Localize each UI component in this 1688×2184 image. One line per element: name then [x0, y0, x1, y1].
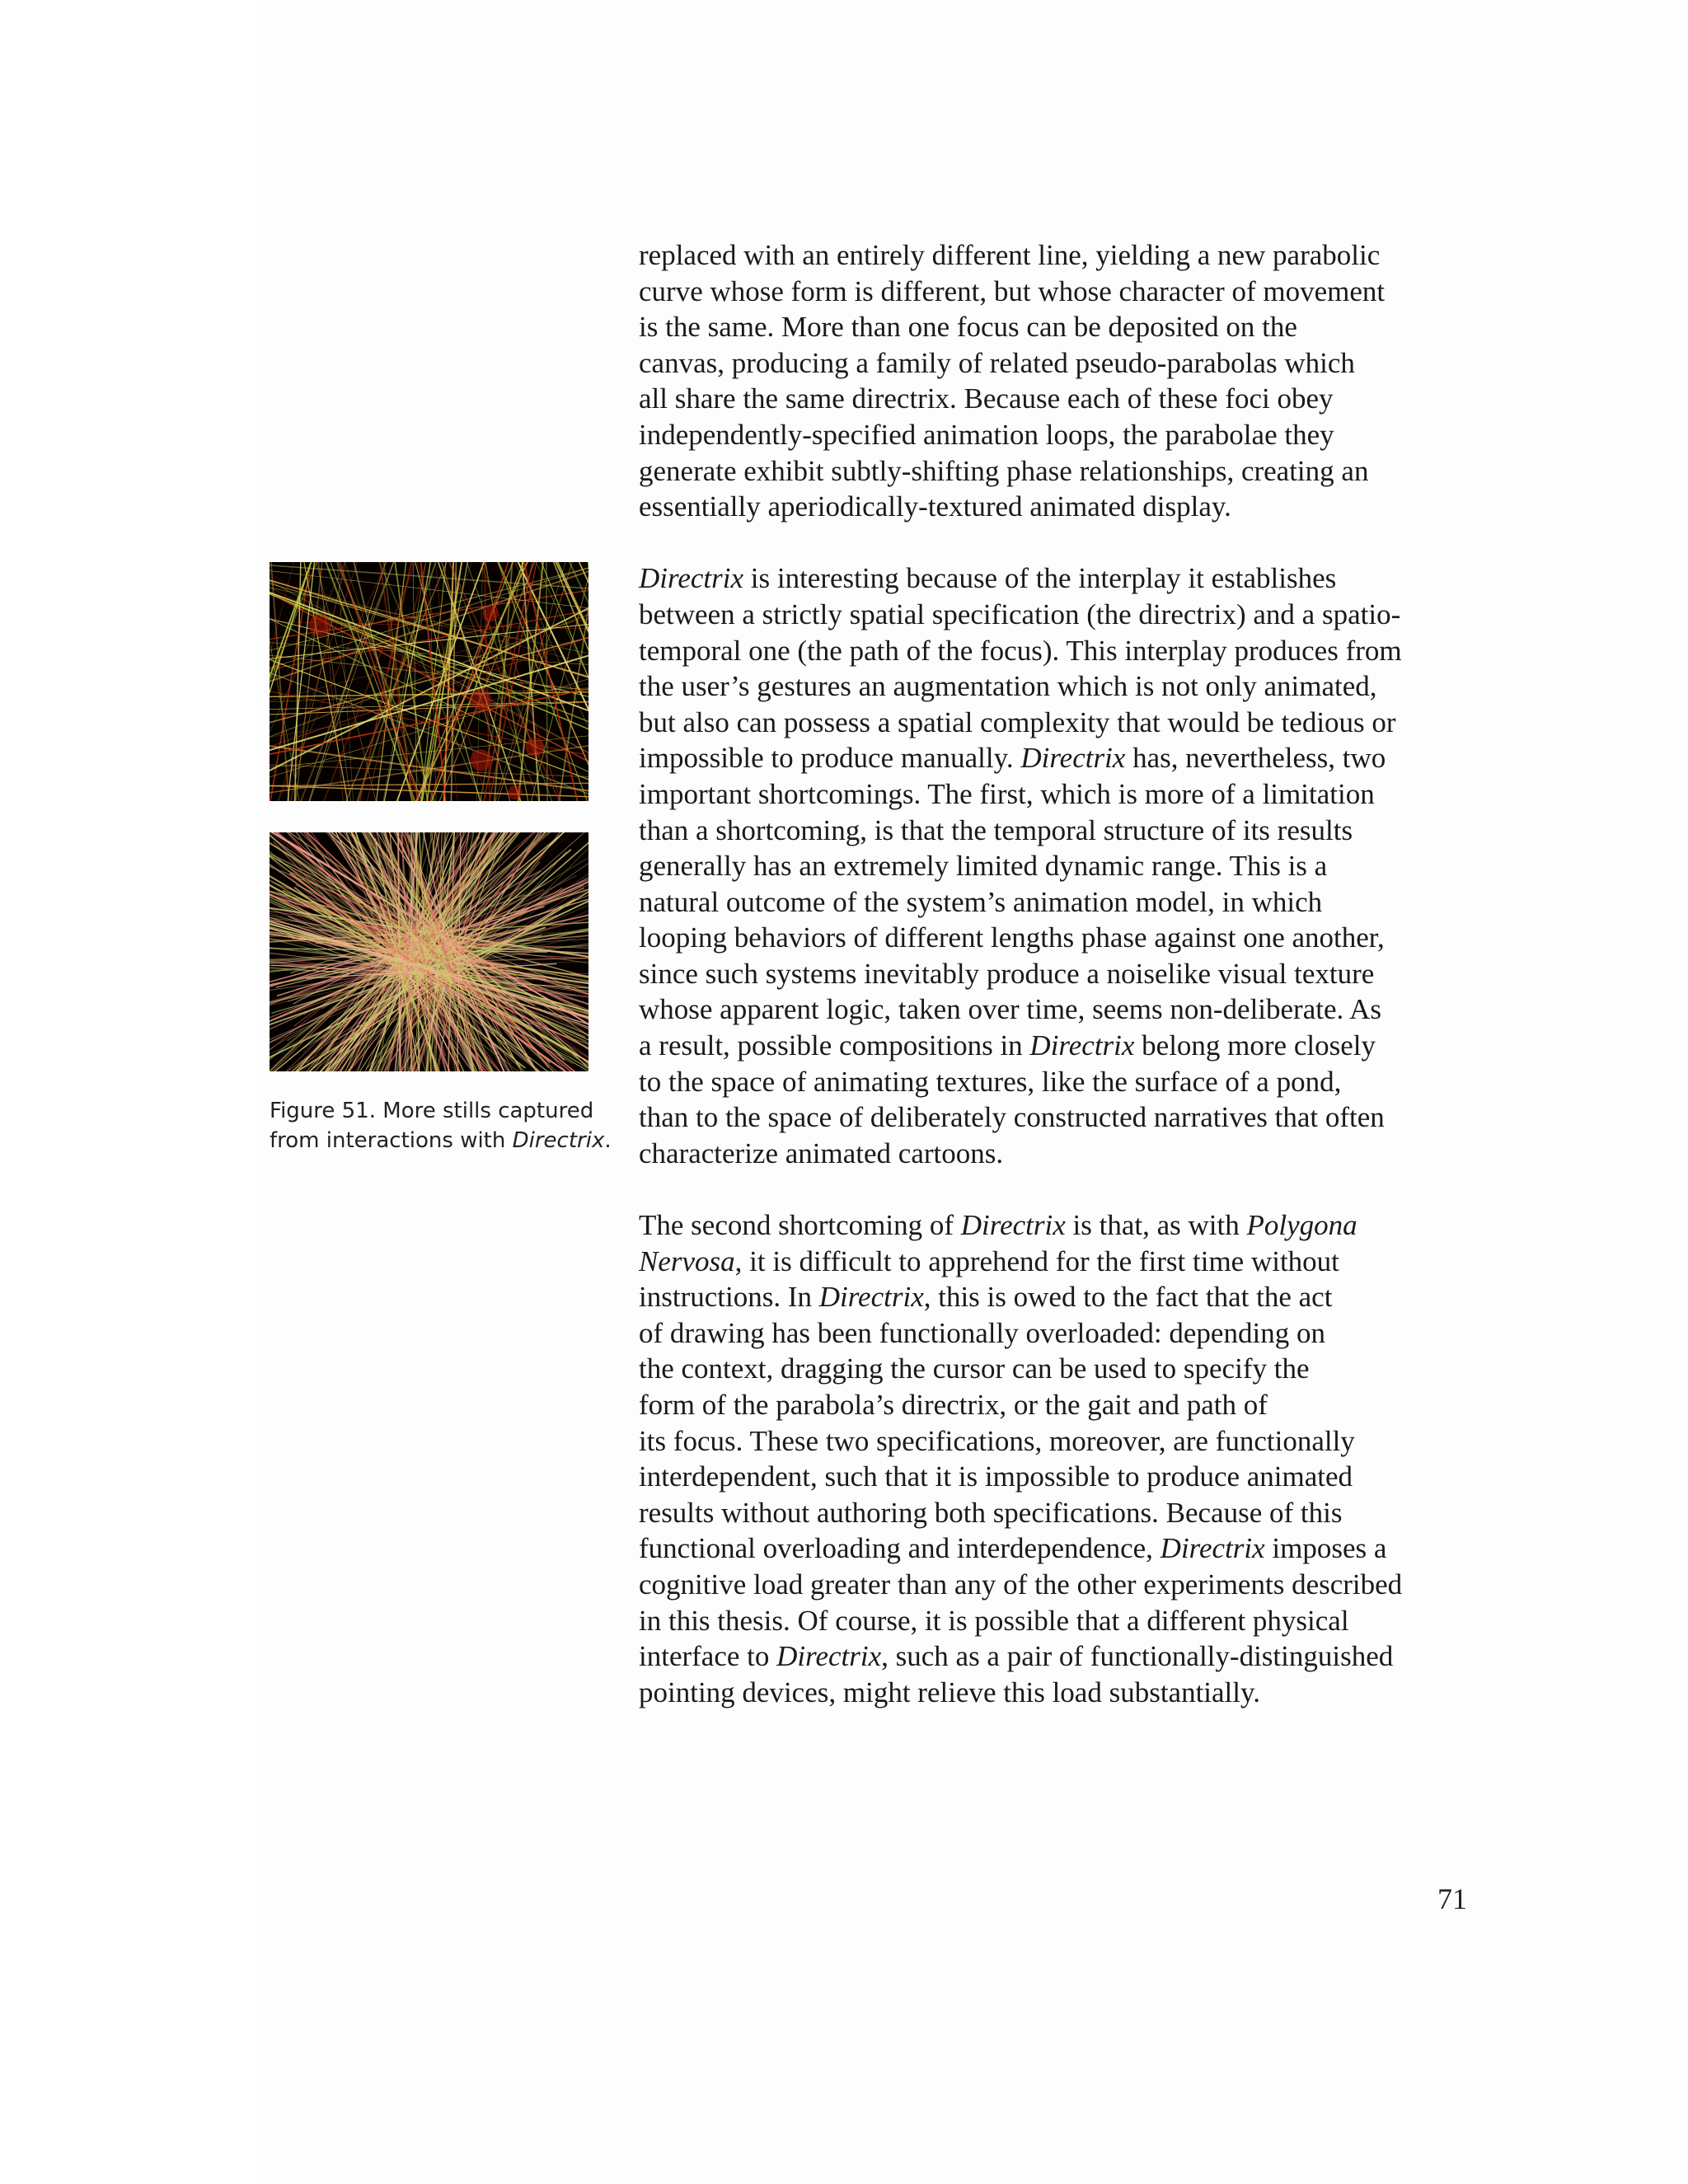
italic-text: Directrix: [960, 1209, 1066, 1242]
text-span: interface to: [639, 1640, 777, 1673]
caption-line-2-suffix: .: [604, 1128, 612, 1153]
text-line: [639, 417, 1479, 453]
text-line: [639, 345, 1479, 382]
text-span: independently-specified animation loops, the parabolae they: [639, 418, 1334, 451]
text-line: [639, 560, 1479, 597]
text-line: [639, 1099, 1479, 1136]
text-span: the user’s gestures an augmentation which is not only animated,: [639, 670, 1377, 703]
italic-text: Directrix: [1160, 1532, 1265, 1565]
text-span: generate exhibit subtly-shifting phase relationships, creating an: [639, 454, 1369, 487]
text-span: curve whose form is different, but whose character of movement: [639, 274, 1386, 307]
text-span: pointing devices, might relieve this load substantially.: [639, 1675, 1260, 1708]
text-span: than a shortcoming, is that the temporal structure of its results: [639, 813, 1353, 846]
text-span: whose apparent logic, taken over time, seems non-deliberate. As: [639, 993, 1381, 1026]
directrix-still-image-2: [270, 832, 588, 1071]
text-line: [639, 1423, 1479, 1460]
caption-line-1: Figure 51. More stills captured: [270, 1099, 594, 1123]
text-line: [639, 740, 1479, 776]
text-line: [639, 1675, 1479, 1711]
text-span: all share the same directrix. Because each of these foci obey: [639, 382, 1334, 415]
texture-blob: [471, 689, 491, 710]
text-span: to the space of animating textures, like the surface of a pond,: [639, 1065, 1342, 1098]
text-span: imposes a: [1264, 1532, 1387, 1565]
text-line: [639, 1279, 1479, 1315]
text-span: , such as a pair of functionally-distinguished: [881, 1640, 1394, 1673]
text-span: replaced with an entirely different line, yielding a new parabolic: [639, 239, 1381, 271]
paragraph-3: [639, 1207, 1479, 1710]
text-line: [639, 1603, 1479, 1639]
texture-blob: [483, 607, 499, 622]
text-line: [639, 309, 1479, 345]
italic-text: Polygona: [1246, 1209, 1357, 1242]
body-text: [639, 237, 1479, 1746]
text-line: [639, 705, 1479, 741]
text-line: [639, 633, 1479, 669]
texture-blob: [508, 785, 522, 799]
text-span: essentially aperiodically-textured animated display.: [639, 490, 1231, 523]
text-span: natural outcome of the system’s animation model, in which: [639, 885, 1323, 918]
text-span: instructions. In: [639, 1281, 819, 1314]
text-span: , it is difficult to apprehend for the first time without: [734, 1244, 1339, 1277]
text-span: canvas, producing a family of related pseudo-parabolas which: [639, 346, 1355, 379]
text-line: [639, 1207, 1479, 1244]
italic-text: Directrix: [1029, 1029, 1135, 1062]
text-line: [639, 991, 1479, 1028]
text-span: but also can possess a spatial complexity that would be tedious or: [639, 705, 1396, 738]
text-line: [639, 1567, 1479, 1603]
text-line: [639, 776, 1479, 813]
text-span: The second shortcoming of: [639, 1209, 961, 1242]
italic-text: Directrix: [639, 562, 743, 595]
text-span: functional overloading and interdependence,: [639, 1532, 1160, 1565]
italic-text: Directrix: [818, 1281, 924, 1314]
text-span: has, nevertheless, two: [1125, 742, 1386, 775]
text-span: looping behaviors of different lengths phase against one another,: [639, 921, 1385, 954]
text-span: its focus. These two specifications, moreover, are functionally: [639, 1424, 1355, 1457]
text-span: since such systems inevitably produce a noiselike visual texture: [639, 957, 1375, 990]
text-line: [639, 1244, 1479, 1280]
figure-still-2: [270, 832, 588, 1071]
text-line: [639, 237, 1479, 274]
text-line: [639, 1028, 1479, 1064]
text-line: [639, 1136, 1479, 1172]
text-line: [639, 1530, 1479, 1567]
caption-line-2: [270, 1126, 612, 1155]
text-line: [639, 1459, 1479, 1495]
text-span: in this thesis. Of course, it is possible that a different physical: [639, 1604, 1349, 1637]
text-line: [639, 1387, 1479, 1423]
text-line: [639, 1064, 1479, 1100]
caption-line-2-prefix: from interactions with: [270, 1128, 513, 1153]
text-span: , this is owed to the fact that the act: [923, 1281, 1333, 1314]
text-span: characterize animated cartoons.: [639, 1137, 1004, 1169]
text-span: is interesting because of the interplay it establishes: [743, 562, 1337, 595]
text-span: temporal one (the path of the focus). This interplay produces from: [639, 634, 1402, 667]
text-span: the context, dragging the cursor can be used to specify the: [639, 1352, 1310, 1385]
figure-still-1: [270, 562, 588, 801]
italic-text: Directrix: [1020, 742, 1126, 775]
caption-line-2-italic: Directrix: [512, 1128, 605, 1153]
text-line: [639, 848, 1479, 884]
text-line: [639, 381, 1479, 417]
texture-blob: [309, 614, 331, 635]
text-line: [639, 813, 1479, 849]
figure-caption: [270, 1096, 612, 1155]
text-span: is the same. More than one focus can be deposited on the: [639, 311, 1297, 344]
texture-blob: [525, 738, 544, 757]
text-span: impossible to produce manually.: [639, 742, 1021, 775]
text-span: generally has an extremely limited dynamic range. This is a: [639, 850, 1328, 883]
paragraph-2: [639, 560, 1479, 1171]
text-line: [639, 1351, 1479, 1387]
texture-blob: [471, 749, 492, 771]
text-span: than to the space of deliberately constructed narratives that often: [639, 1101, 1385, 1134]
text-span: of drawing has been functionally overloaded: depending on: [639, 1316, 1325, 1349]
text-line: [639, 1638, 1479, 1675]
text-span: belong more closely: [1134, 1029, 1376, 1062]
text-span: results without authoring both specifications. Because of this: [639, 1496, 1343, 1529]
text-line: [639, 668, 1479, 705]
text-span: between a strictly spatial specification (the directrix) and a spatio-: [639, 598, 1401, 630]
text-span: cognitive load greater than any of the other experiments described: [639, 1568, 1403, 1601]
italic-text: Directrix: [776, 1640, 882, 1673]
text-line: [639, 274, 1479, 310]
text-line: [639, 1315, 1479, 1352]
text-span: a result, possible compositions in: [639, 1029, 1030, 1062]
text-line: [639, 920, 1479, 956]
paragraph-1: [639, 237, 1479, 525]
text-line: [639, 884, 1479, 921]
text-span: interdependent, such that it is impossible to produce animated: [639, 1460, 1353, 1493]
italic-text: Nervosa: [639, 1244, 735, 1277]
text-line: [639, 489, 1479, 525]
page-number: 71: [1437, 1882, 1467, 1915]
text-line: [639, 597, 1479, 633]
text-line: [639, 956, 1479, 992]
text-span: is that, as with: [1065, 1209, 1247, 1242]
directrix-still-image-1: [270, 562, 588, 801]
text-line: [639, 1495, 1479, 1531]
text-line: [639, 453, 1479, 490]
text-span: form of the parabola’s directrix, or the gait and path of: [639, 1389, 1268, 1421]
text-span: important shortcomings. The first, which is more of a limitation: [639, 777, 1375, 810]
